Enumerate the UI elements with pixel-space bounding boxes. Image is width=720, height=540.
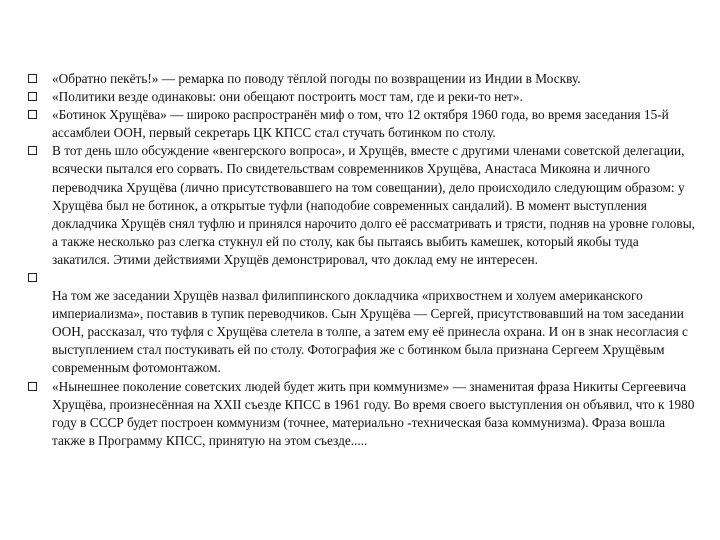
list-item-text: «Обратно пекёть!» — ремарка по поводу тёплой погоды по возвращении из Индии в Москву. bbox=[52, 71, 581, 86]
list-item-continuation bbox=[27, 287, 695, 377]
square-bullet-icon bbox=[27, 88, 52, 106]
list-item bbox=[27, 88, 695, 106]
list-item-empty-bullet bbox=[27, 269, 695, 287]
list-item-text: На том же заседании Хрущёв назвал филиппинского докладчика «прихвостнем и холуем американского империализма», поставив в тупик переводчиков. Сын Хрущёва — Сергей, присутствовавший на том заседании ООН, рассказал, что туфля с Хрущёва слетела в толпе, а затем ему её принесла охрана. И он в знак несогласия с выступлением стал постукивать ей по столу. Фотография же с ботинком была признана Сергеем Хрущёвым современным фотомонтажом. bbox=[52, 288, 688, 376]
list-item-text: «Политики везде одинаковы: они обещают построить мост там, где и реки-то нет». bbox=[52, 89, 523, 105]
list-item bbox=[27, 106, 695, 142]
list-item-text: В тот день шло обсуждение «венгерского вопроса», и Хрущёв, вместе с другими членами советской делегации, всячески пытался его сорвать. По свидетельствам современников Хрущёва, Анастаса Микояна и личного переводчика Хрущёва (лично присутствовавшего на том совещании), дело происходило следующим образом: у Хрущёва был не ботинок, а открытые туфли (наподобие современных сандалий). В момент выступления докладчика Хрущёв снял туфлю и принялся нарочито долго её рассматривать и трясти, подняв на уровне головы, а также несколько раз слегка стукнул ей по столу, как бы пытаясь выбить камешек, который якобы туда закатился. Этими действиями Хрущёв демонстрировал, что доклад ему не интересен. bbox=[52, 143, 695, 267]
slide-content bbox=[27, 70, 695, 450]
square-bullet-icon bbox=[27, 142, 52, 160]
empty-line bbox=[52, 269, 695, 287]
list-item bbox=[27, 70, 695, 88]
square-bullet-icon bbox=[27, 106, 52, 124]
list-item bbox=[27, 378, 695, 450]
list-item bbox=[27, 142, 695, 269]
square-bullet-icon bbox=[27, 269, 52, 287]
list-item-text: «Нынешнее поколение советских людей будет жить при коммунизме» — знаменитая фраза Никиты Сергеевича Хрущёва, произнесённая на XXII съезде КПСС в 1961 году. Во время своего выступления он объявил, что к 1980 году в СССР будет построен коммунизм (точнее, материально -техническая база коммунизма). Фраза вошла также в Программу КПСС, принятую на этом съезде..... bbox=[52, 378, 695, 448]
bullet-spacer bbox=[27, 287, 52, 305]
square-bullet-icon bbox=[27, 378, 52, 396]
square-bullet-icon bbox=[27, 70, 52, 88]
list-item-text: «Ботинок Хрущёва» — широко распространён миф о том, что 12 октября 1960 года, во время заседания 15-й ассамблеи ООН, первый секретарь ЦК КПСС стал стучать ботинком по столу. bbox=[52, 107, 669, 141]
